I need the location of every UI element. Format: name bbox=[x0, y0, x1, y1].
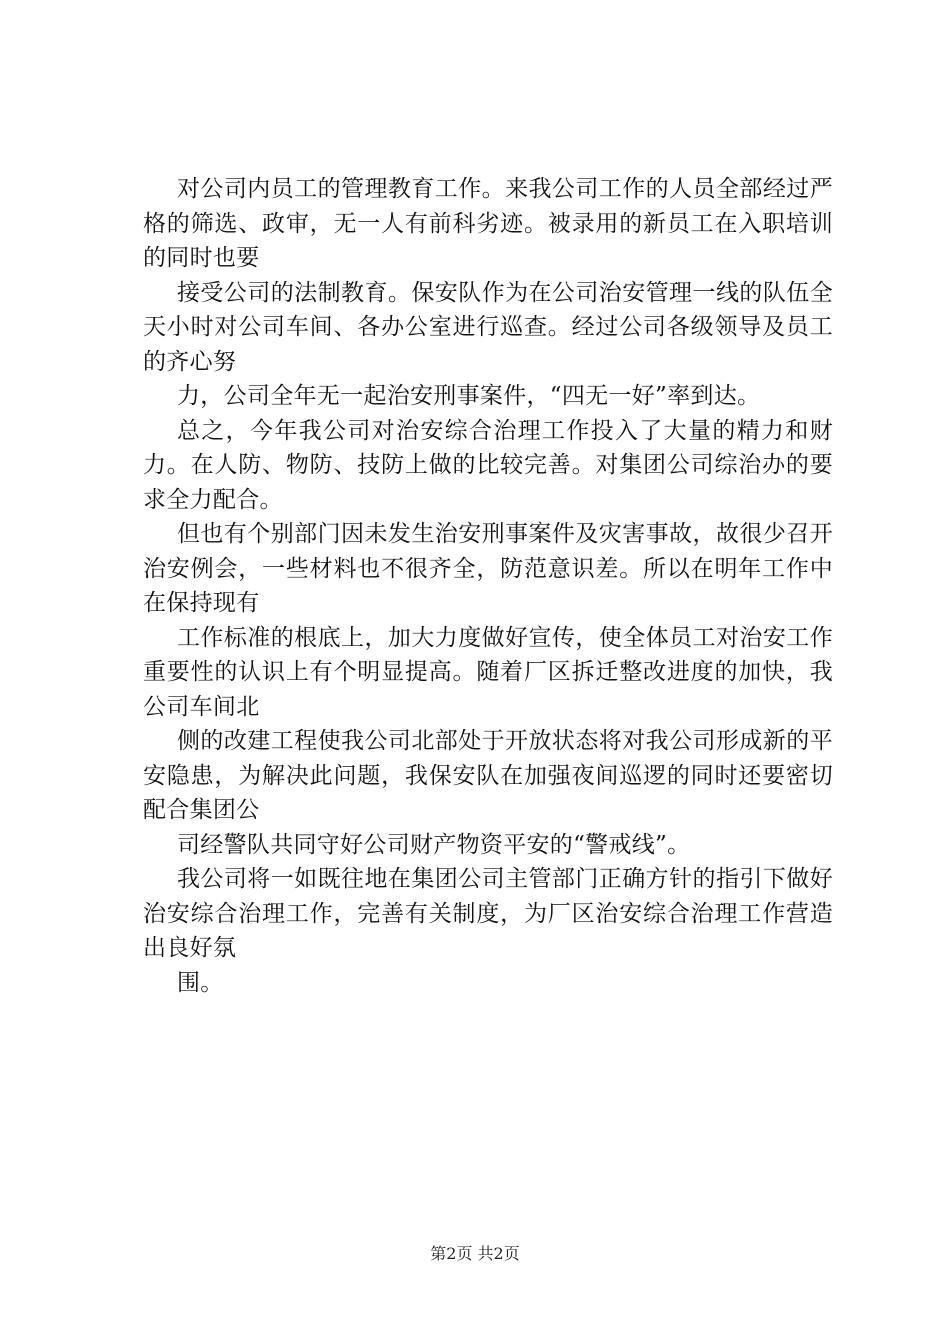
paragraph-6: 工作标准的根底上，加大力度做好宣传，使全体员工对治安工作重要性的认识上有个明显提高。随着厂区拆迁整改进度的加快，我公司车间北 bbox=[143, 624, 833, 720]
paragraph-4: 总之，今年我公司对治安综合治理工作投入了大量的精力和财力。在人防、物防、技防上做的比较完善。对集团公司综治办的要求全力配合。 bbox=[143, 417, 833, 513]
document-body bbox=[143, 172, 833, 1000]
paragraph-9: 我公司将一如既往地在集团公司主管部门正确方针的指引下做好治安综合治理工作，完善有关制度，为厂区治安综合治理工作营造出良好氛 bbox=[143, 866, 833, 961]
paragraph-1: 对公司内员工的管理教育工作。来我公司工作的人员全部经过严格的筛选、政审，无一人有前科劣迹。被录用的新员工在入职培训的同时也要 bbox=[143, 176, 833, 271]
paragraph-8: 司经警队共同守好公司财产物资平安的“警戒线”。 bbox=[177, 831, 691, 858]
paragraph-7: 侧的改建工程使我公司北部处于开放状态将对我公司形成新的平安隐患，为解决此问题，我保安队在加强夜间巡逻的同时还要密切配合集团公 bbox=[143, 728, 833, 823]
paragraph-5: 但也有个别部门因未发生治安刑事案件及灾害事故，故很少召开治安例会，一些材料也不很齐全，防范意识差。所以在明年工作中在保持现有 bbox=[143, 521, 833, 616]
page-number: 第2页 共2页 bbox=[430, 1244, 520, 1263]
paragraph-2: 接受公司的法制教育。保安队作为在公司治安管理一线的队伍全天小时对公司车间、各办公室进行巡查。经过公司各级领导及员工的齐心努 bbox=[143, 279, 833, 375]
page-footer bbox=[0, 1244, 950, 1264]
paragraph-10: 围。 bbox=[177, 969, 224, 996]
paragraph-3: 力，公司全年无一起治安刑事案件，“四无一好”率到达。 bbox=[177, 383, 761, 409]
